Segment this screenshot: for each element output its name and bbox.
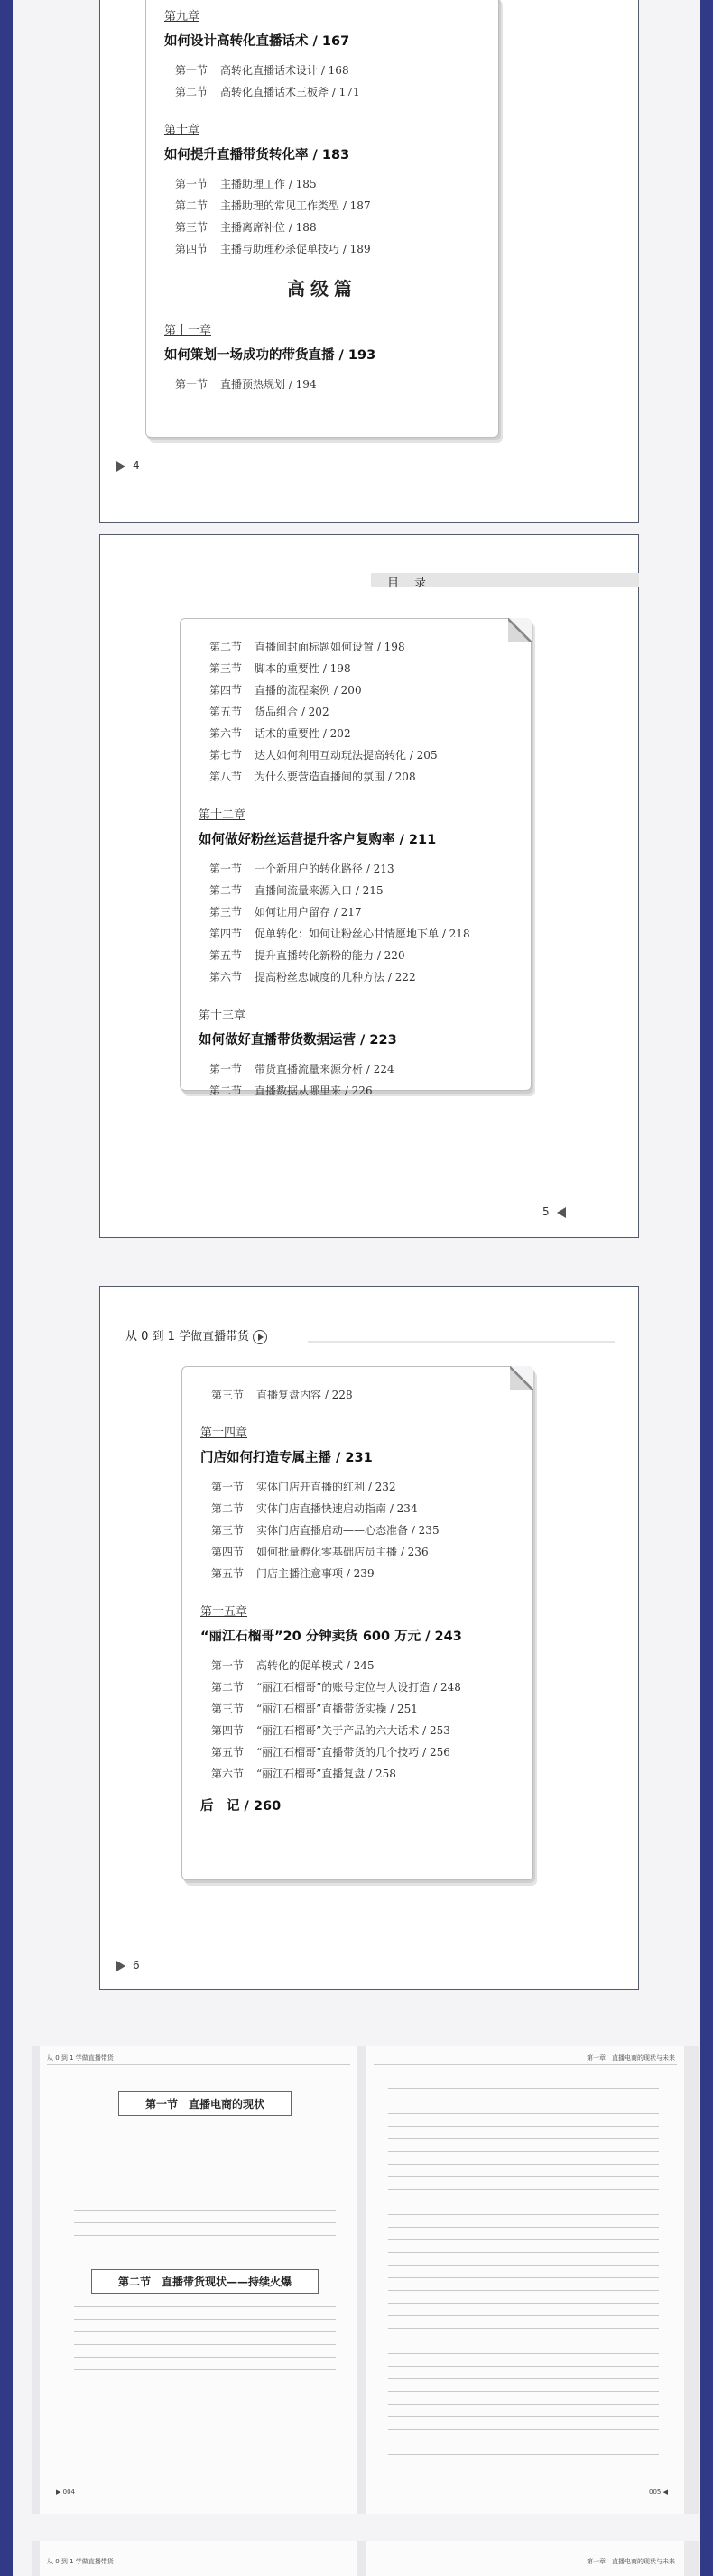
body-text-lines <box>388 2084 659 2463</box>
section-title: 达人如何利用互动玩法提高转化 / 205 <box>255 749 438 762</box>
chapter-label: 第十五章 <box>200 1605 248 1619</box>
section-number: 第二节 <box>211 1502 245 1515</box>
section-title: 提高粉丝忠诚度的几种方法 / 222 <box>255 971 416 983</box>
section-title: 实体门店开直播的红利 / 232 <box>256 1481 396 1493</box>
section-number: 第四节 <box>209 928 243 940</box>
section-title: “丽江石榴哥”的账号定位与人设打造 / 248 <box>256 1681 461 1694</box>
section-title: 高转化的促单模式 / 245 <box>256 1659 375 1672</box>
chapter-title: 如何做好直播带货数据运营 / 223 <box>199 1033 397 1048</box>
chapter-title: 如何策划一场成功的带货直播 / 193 <box>164 348 376 363</box>
page-number-text: 5 <box>542 1205 550 1218</box>
section-title: 脚本的重要性 / 198 <box>255 662 351 675</box>
section-title: 提升直播转化新粉的能力 / 220 <box>255 949 405 962</box>
section-number: 第五节 <box>209 949 243 962</box>
running-header-text: 从 0 到 1 学做直播带货 <box>125 1330 250 1343</box>
toc-entry <box>211 1479 514 1494</box>
section-title: 直播复盘内容 / 228 <box>256 1389 353 1401</box>
toc-entry <box>211 1657 514 1673</box>
left-page <box>40 2046 357 2514</box>
section-title: 实体门店直播快速启动指南 / 234 <box>256 1502 418 1515</box>
toc-entry <box>211 1500 514 1516</box>
toc-entry <box>175 198 480 213</box>
section-title: 货品组合 / 202 <box>255 706 329 718</box>
chapter-title: “丽江石榴哥”20 分钟卖货 600 万元 / 243 <box>200 1630 462 1644</box>
section-number: 第三节 <box>211 1524 245 1537</box>
toc-entry <box>211 1565 514 1581</box>
section-number: 第四节 <box>211 1546 245 1558</box>
toc-entry <box>211 1701 514 1716</box>
toc-entry <box>175 176 480 191</box>
toc-entry <box>175 219 480 235</box>
section-number: 第二节 <box>175 199 208 212</box>
right-running-header: 第一章 直播电商的现状与未来 <box>587 2054 675 2062</box>
toc-entry <box>209 947 513 963</box>
toc-entry <box>209 904 513 919</box>
left-page <box>40 2541 357 2576</box>
section-title: 直播间封面标题如何设置 / 198 <box>255 641 405 653</box>
toc-page-5 <box>99 534 639 1238</box>
section-heading: 第二节 直播带货现状——持续火爆 <box>91 2269 319 2294</box>
toc-entry <box>211 1522 514 1537</box>
page-number-text: 4 <box>133 459 140 472</box>
section-title: 如何批量孵化零基础店员主播 / 236 <box>256 1546 429 1558</box>
section-number: 第二节 <box>209 1085 243 1097</box>
section-title: 直播间流量来源入口 / 215 <box>255 884 384 897</box>
section-number: 第四节 <box>209 684 243 697</box>
right-page-number: 005 ◀ <box>649 2488 668 2496</box>
section-number: 第四节 <box>175 243 208 255</box>
section-number: 第一节 <box>209 863 243 875</box>
section-title: 主播助理工作 / 185 <box>220 178 317 190</box>
section-number: 第五节 <box>211 1567 245 1580</box>
toc-entry <box>209 861 513 876</box>
chapter-title: 如何提升直播带货转化率 / 183 <box>164 148 350 162</box>
section-number: 第三节 <box>209 662 243 675</box>
toc-entry <box>209 769 513 784</box>
section-number: 第二节 <box>175 86 208 98</box>
toc-entry <box>209 725 513 741</box>
triangle-left-icon <box>557 1207 566 1218</box>
toc-page-4 <box>99 0 639 523</box>
header-rule <box>374 2064 677 2065</box>
section-title: “丽江石榴哥”直播带货实操 / 251 <box>256 1703 418 1715</box>
section-number: 第三节 <box>175 221 208 234</box>
section-title: 直播预热规划 / 194 <box>220 378 317 391</box>
part-title: 高级篇 <box>287 278 357 300</box>
section-title: 主播助理的常见工作类型 / 187 <box>220 199 371 212</box>
toc-card <box>180 618 532 1097</box>
right-running-header: 第一章 直播电商的现状与未来 <box>587 2558 675 2565</box>
toc-card <box>181 1366 533 1880</box>
chapter-title: 门店如何打造专属主播 / 231 <box>200 1451 373 1465</box>
toc-entry <box>209 882 513 898</box>
toc-entry <box>209 639 513 654</box>
section-number: 第四节 <box>211 1724 245 1737</box>
section-number: 第一节 <box>209 1063 243 1076</box>
running-header <box>125 1326 267 1344</box>
triangle-right-icon <box>116 1961 125 1971</box>
section-number: 第六节 <box>209 727 243 740</box>
section-number: 第一节 <box>211 1659 245 1672</box>
book-spread <box>32 2046 699 2514</box>
section-title: “丽江石榴哥”关于产品的六大话术 / 253 <box>256 1724 450 1737</box>
section-title: 如何让用户留存 / 217 <box>255 906 362 919</box>
section-title: 一个新用户的转化路径 / 213 <box>255 863 394 875</box>
toc-entry <box>211 1766 514 1781</box>
section-title: 促单转化：如何让粉丝心甘情愿地下单 / 218 <box>255 928 470 940</box>
section-number: 第七节 <box>209 749 243 762</box>
toc-entry <box>175 241 480 256</box>
section-number: 第八节 <box>209 771 243 783</box>
body-text-lines <box>74 2303 336 2375</box>
section-title: 高转化直播话术设计 / 168 <box>220 64 349 77</box>
section-number: 第二节 <box>211 1681 245 1694</box>
section-number: 第二节 <box>209 641 243 653</box>
toc-entry <box>211 1744 514 1759</box>
toc-entry <box>175 376 480 392</box>
book-spread <box>32 2541 699 2576</box>
section-title: 主播离席补位 / 188 <box>220 221 317 234</box>
page-number-text: 6 <box>133 1959 140 1971</box>
section-title: “丽江石榴哥”直播带货的几个技巧 / 256 <box>256 1746 450 1759</box>
section-title: 直播的流程案例 / 200 <box>255 684 362 697</box>
toc-card <box>145 0 499 438</box>
page-fold-icon <box>508 618 532 642</box>
toc-entry <box>211 1722 514 1738</box>
section-number: 第一节 <box>175 378 208 391</box>
toc-entry <box>209 660 513 676</box>
toc-entry <box>209 682 513 697</box>
running-header-bar <box>308 1341 615 1343</box>
toc-entry <box>209 926 513 941</box>
right-page <box>366 2046 684 2514</box>
toc-entry <box>209 969 513 984</box>
section-number: 第六节 <box>211 1768 245 1780</box>
toc-entry <box>209 1061 513 1076</box>
toc-page-6 <box>99 1286 639 1990</box>
chapter-label: 第九章 <box>164 10 200 23</box>
chapter-label: 第十章 <box>164 124 200 137</box>
section-title: 实体门店直播启动——心态准备 / 235 <box>256 1524 440 1537</box>
body-text-lines <box>74 2206 336 2260</box>
section-title: 主播与助理秒杀促单技巧 / 189 <box>220 243 371 255</box>
running-header: 目 录 <box>387 577 429 590</box>
page-number <box>116 459 140 472</box>
left-running-header: 从 0 到 1 学做直播带货 <box>47 2054 114 2062</box>
section-number: 第六节 <box>209 971 243 983</box>
section-title: 带货直播流量来源分析 / 224 <box>255 1063 394 1076</box>
section-title: 为什么要营造直播间的氛围 / 208 <box>255 771 416 783</box>
toc-entry <box>209 1083 513 1098</box>
section-number: 第一节 <box>211 1481 245 1493</box>
afterword-title: 后 记 / 260 <box>200 1799 282 1814</box>
chapter-title: 如何设计高转化直播话术 / 167 <box>164 34 350 49</box>
section-title: 直播数据从哪里来 / 226 <box>255 1085 373 1097</box>
section-number: 第三节 <box>209 906 243 919</box>
section-number: 第二节 <box>209 884 243 897</box>
section-number: 第五节 <box>209 706 243 718</box>
page-background <box>13 0 700 2576</box>
header-rule <box>47 2064 350 2065</box>
chapter-label: 第十二章 <box>199 808 246 822</box>
page-fold-icon <box>510 1366 533 1390</box>
toc-entry <box>175 84 480 99</box>
chapter-label: 第十四章 <box>200 1426 248 1440</box>
section-title: 话术的重要性 / 202 <box>255 727 351 740</box>
toc-entry <box>175 62 480 78</box>
page-number <box>116 1959 140 1971</box>
section-heading: 第一节 直播电商的现状 <box>118 2091 292 2116</box>
chapter-title: 如何做好粉丝运营提升客户复购率 / 211 <box>199 833 437 847</box>
toc-entry <box>211 1387 514 1402</box>
toc-entry <box>211 1679 514 1694</box>
toc-entry <box>209 704 513 719</box>
section-number: 第一节 <box>175 178 208 190</box>
section-number: 第五节 <box>211 1746 245 1759</box>
right-page <box>366 2541 684 2576</box>
triangle-right-icon <box>116 461 125 472</box>
toc-entry <box>209 747 513 762</box>
play-circle-icon <box>253 1330 267 1344</box>
section-number: 第三节 <box>211 1703 245 1715</box>
section-number: 第一节 <box>175 64 208 77</box>
section-number: 第三节 <box>211 1389 245 1401</box>
chapter-label: 第十三章 <box>199 1009 246 1022</box>
section-title: 门店主播注意事项 / 239 <box>256 1567 375 1580</box>
section-title: “丽江石榴哥”直播复盘 / 258 <box>256 1768 396 1780</box>
chapter-label: 第十一章 <box>164 324 212 337</box>
left-page-number: ▶ 004 <box>56 2488 75 2496</box>
toc-entry <box>211 1544 514 1559</box>
left-running-header: 从 0 到 1 学做直播带货 <box>47 2558 114 2565</box>
page-number <box>542 1205 566 1218</box>
section-title: 高转化直播话术三板斧 / 171 <box>220 86 360 98</box>
